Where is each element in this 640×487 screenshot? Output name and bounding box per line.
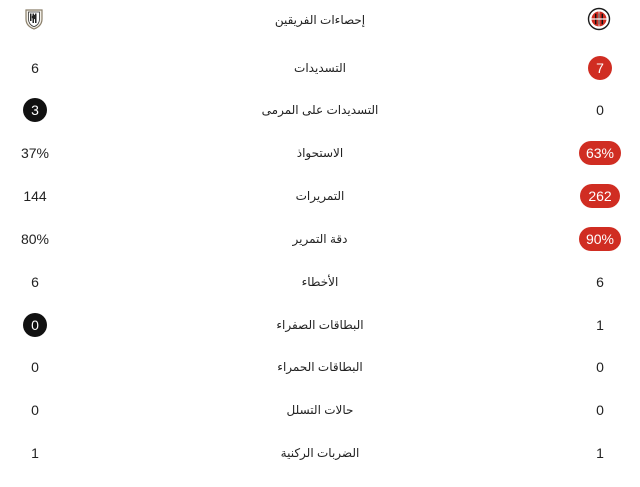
- stat-label-yellow-cards: البطاقات الصفراء: [276, 318, 364, 332]
- milan-crest-icon: [587, 7, 611, 31]
- stat-row-possession: [0, 133, 640, 173]
- stat-row-pass-accuracy: [0, 219, 640, 259]
- stat-row-fouls: [0, 262, 640, 302]
- home-pass-accuracy-value: 90%: [579, 227, 621, 251]
- home-fouls-value: 6: [596, 274, 604, 290]
- away-shots-on-target-value: 3: [23, 98, 47, 122]
- stat-label-red-cards: البطاقات الحمراء: [277, 360, 363, 374]
- stat-row-passes: [0, 176, 640, 216]
- away-corners-value: 1: [31, 445, 39, 461]
- away-pass-accuracy-value: 80%: [20, 231, 50, 247]
- stat-row-shots: [0, 48, 640, 88]
- stat-label-possession: الاستحواذ: [296, 146, 344, 160]
- stat-label-pass-accuracy: دقة التمرير: [292, 232, 348, 246]
- stat-row-offsides: [0, 390, 640, 430]
- away-shots-value: 6: [31, 60, 39, 76]
- away-offsides-value: 0: [31, 402, 39, 418]
- home-shots-on-target-value: 0: [596, 102, 604, 118]
- stat-label-shots-on-target: التسديدات على المرمى: [261, 103, 379, 117]
- home-shots-value: 7: [588, 56, 612, 80]
- stat-label-passes: التمريرات: [295, 189, 345, 203]
- stat-row-corners: [0, 433, 640, 473]
- home-possession-value: 63%: [579, 141, 621, 165]
- stat-row-red-cards: [0, 347, 640, 387]
- home-yellow-cards-value: 1: [596, 317, 604, 333]
- stat-label-shots: التسديدات: [294, 61, 346, 75]
- stats-title: إحصاءات الفريقين: [274, 13, 366, 27]
- home-passes-value: 262: [580, 184, 620, 208]
- away-possession-value: 37%: [20, 145, 50, 161]
- away-fouls-value: 6: [31, 274, 39, 290]
- stat-row-yellow-cards: [0, 305, 640, 345]
- stat-label-fouls: الأخطاء: [301, 275, 339, 289]
- home-corners-value: 1: [596, 445, 604, 461]
- stat-label-offsides: حالات التسلل: [286, 403, 354, 417]
- stat-label-corners: الضربات الركنية: [280, 446, 360, 460]
- away-passes-value: 144: [23, 188, 47, 204]
- home-offsides-value: 0: [596, 402, 604, 418]
- stat-row-shots-on-target: [0, 90, 640, 130]
- away-red-cards-value: 0: [31, 359, 39, 375]
- udinese-crest-icon: [22, 7, 46, 31]
- home-red-cards-value: 0: [596, 359, 604, 375]
- stats-header-row: [0, 0, 640, 40]
- away-yellow-cards-value: 0: [23, 313, 47, 337]
